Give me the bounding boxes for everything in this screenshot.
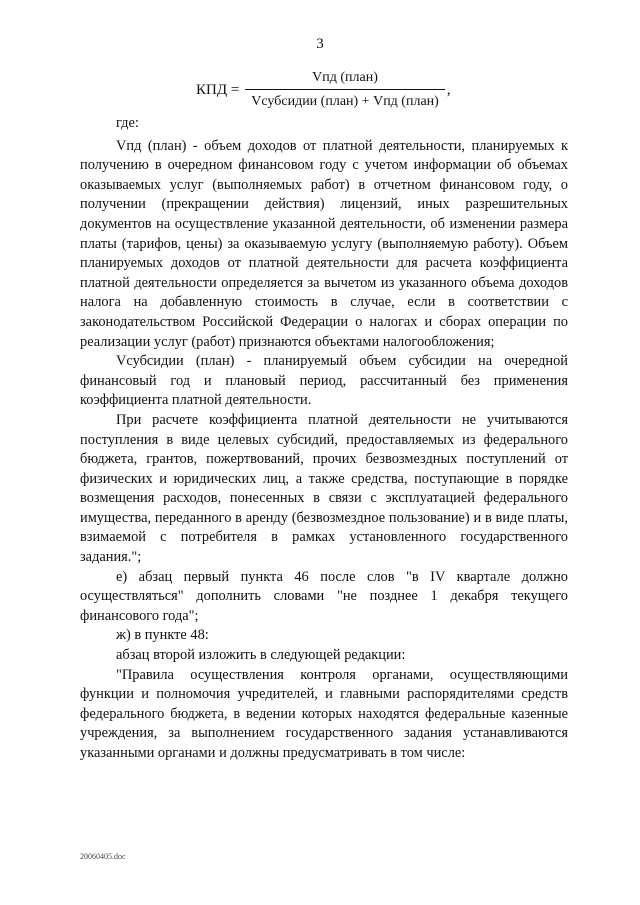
paragraph-vpd-definition: Vпд (план) - объем доходов от платной деятельности, планируемых к получению в очередном финансовом году с учетом информации об объемах оказываемых услуг (выполняемых работ) в отчетном финансовом году, о получении (прекращении действия) лицензий, иных разрешительных документов на осуществление указанной деятельности, об изменении размера платы (тарифов, цены) за оказываемую услугу (выполняемую работу). Объем планируемых доходов от платной деятельности для расчета коэффициента платной деятельности определяется за вычетом из указанного объема доходов налога на добавленную стоимость в случае, если в соответствии с законодательством Российской Федерации о налогах и сборах операции по реализации услуг (работ) признаются объектами налогообложения; [80,137,568,350]
page-number: 3 [316,36,324,52]
formula-comma: , [446,81,451,98]
formula-fraction [245,70,445,110]
document-body [80,114,568,764]
formula-denominator: Vсубсидии (план) + Vпд (план) [251,94,439,109]
paragraph-where: где: [116,115,139,131]
formula-numerator: Vпд (план) [245,70,445,90]
paragraph-control-rules: "Правила осуществления контроля органами, осуществляющими функции и полномочия учредителей, и главными распорядителями средств федерального бюджета, в ведении которых находятся федеральные казенные учреждения, за выполнением государственного задания устанавливаются указанными органами и должны предусматривать в том числе: [80,666,568,761]
kpd-formula [196,70,451,110]
paragraph-second-abzac: абзац второй изложить в следующей редакции: [116,647,406,664]
file-name-footer: 20060405.doc [80,852,126,861]
paragraph-calculation-exclusions: При расчете коэффициента платной деятельности не учитываются поступления в виде целевых субсидий, предоставляемых из федерального бюджета, грантов, пожертвований, прочих безвозмездных поступлений от физических и юридических лиц, а также средства, поступающие в порядке возмещения расходов, понесенных в связи с эксплуатацией федерального имущества, переданного в аренду (безвозмездное пользование) и в виде платы, взимаемой с потребителя в рамках установленного государственного задания."; [80,411,568,566]
formula-lhs: КПД = [196,81,240,98]
paragraph-item-e: е) абзац первый пункта 46 после слов "в IV квартале должно осуществляться" дополнить словами "не позднее 1 декабря текущего финансового года"; [80,568,568,624]
paragraph-item-zh: ж) в пункте 48: [116,627,209,644]
paragraph-vsubsidy-definition: Vсубсидии (план) - планируемый объем субсидии на очередной финансовый год и плановый период, рассчитанный без применения коэффициента платной деятельности. [80,353,568,409]
